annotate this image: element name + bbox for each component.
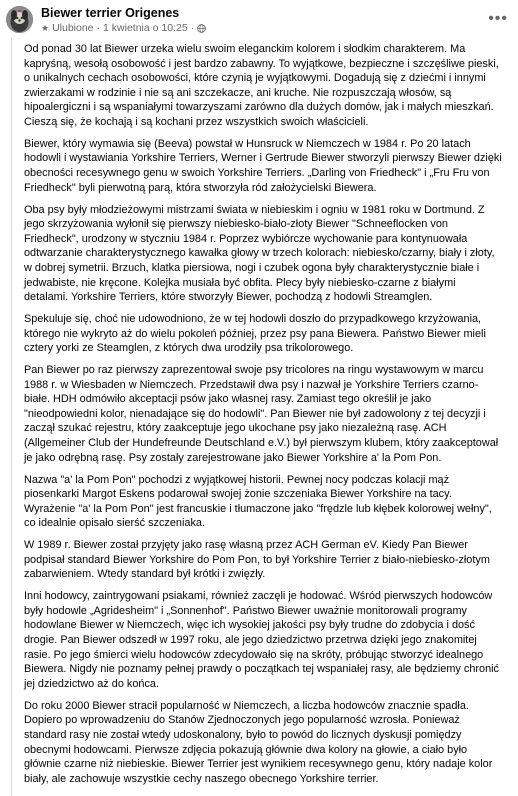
paragraph: Od ponad 30 lat Biewer urzeka wielu swoim eleganckim kolorem i słodkim charakterem. Ma kapryśną, wesołą osobowość i jest bardzo zabawny. To wyjątkowe, bezpieczne i szczęśliwe pieski, o unikalnych cechach osobowości, które czynią je wyjątkowymi. Dogadują się z dziećmi i innymi zwierzakami w rodzinie i nie są ani szczekacze, ani kruche. Nie rozpuszczają włosów, są hipoalergiczni i są wspaniałymi towarzyszami zarówno dla dużych domów, jak i małych mieszkań. Cieszą się, że kochają i są kochani przez wszystkich swoich właścicieli.: [24, 43, 499, 128]
more-horizontal-icon[interactable]: •••: [488, 10, 508, 27]
paragraph: Oba psy były młodzieżowymi mistrzami świata w niebieskim i ogniu w 1981 roku w Dortmund. Z jego skrzyżowania wyłonił się pierwszy niebiesko-biało-złoty Biewer "Schneeflocken von Friedheck", urodzony w styczniu 1984 r. Poprzez wybiórcze wychowanie para kontynuowała odtwarzanie charakterystycznego kawałka głowy w trzech kolorach: niebiesko/czarny, biały i złoty, w dobrej symetrii. Brzuch, klatka piersiowa, nogi i czubek ogona były charakterystycznie białe i jedwabiste, nie kręcone. Kolejka musiała być obfita. Plecy były niebiesko-czarne z białymi detalami. Yorkshire Terriers, które stworzyły Biewer, pochodzą z hodowli Streamglen.: [24, 203, 495, 304]
paragraph: Do roku 2000 Biewer stracił popularność w Niemczech, a liczba hodowców znacznie spadła. Dopiero po wprowadzeniu do Stanów Zjednoczonych jego popularność wzrosła. Ponieważ standard rasy nie został wtedy udoskonalony, było to powód do licznych dyskusji pomiędzy obecnymi hodowcami. Pierwsze zdjęcia pokazują głównie dwa kolory na głowie, a ciało było głównie czarne niż niebieskie. Biewer Terrier jest wynikiem recesywnego genu, który nadaje kolor biały, ale zachowuje wszystkie cechy naszego obecnego Yorkshire terrier.: [24, 699, 493, 785]
star-icon: ★: [41, 22, 50, 33]
paragraph: Pan Biewer po raz pierwszy zaprezentował swoje psy tricolores na ringu wystawowym w marcu 1988 r. w Wiesbaden w Niemczech. Przedstawił dwa psy i nazwał je Yorkshire Terriers czarno-białe. HDH odmówiło akceptacji psów jako własnej rasy. Zamiast tego określił je jako "nieodpowiedni kolor, nienadające się do hodowli". Pan Biewer nie był zadowolony z tej decyzji i zaczął szukać rejestru, który zaakceptuje jego ukochane psy jako niezależną rasę. ACH (Allgemeiner Club der Hundefreunde Deutschland e.V.) był pierwszym klubem, który zaakceptował je jako odrębną rasę. Psy zostały zarejestrowane jako Biewer Yorkshire a' la Pom Pon.: [24, 364, 499, 464]
paragraph: W 1989 r. Biewer został przyjęty jako rasę własną przez ACH German eV. Kiedy Pan Biewer podpisał standard Biewer Yorkshire do Pom Pon, to był Yorkshire Terrier z biało-niebiesko-złotym zabarwieniem. Wtedy standard był krótki i zwięzły.: [24, 539, 490, 581]
paragraph: Spekuluje się, choć nie udowodniono, że w tej hodowli doszło do przypadkowego krzyżowania, którego nie wykryto aż do wielu pokoleń później, przez psy pana Biewera. Państwo Biewer mieli cztery yorki ze Steamglen, z których dwa urodziły psa trikolorowego.: [24, 312, 486, 355]
paragraph: Inni hodowcy, zaintrygowani psiakami, również zaczęli je hodować. Wśród pierwszych hodowców były hodowle „Agridesheim" i „Sonnenhof". Państwo Biewer uważnie monitorowali programy hodowlane Biewer w Niemczech, więc ich wysokiej jakości psy były trudne do zdobycia i dość drogie. Pan Biewer odszedł w 1997 roku, ale jego dziedzictwo przetrwa dzięki jego znakomitej rasie. Po jego śmierci wielu hodowców zdecydowało się na skróty, próbując stworzyć idealnego Biewera. Nigdy nie poznamy pełnej prawdy o początkach tej wspaniałej rasy, ale będziemy chronić jej dziedzictwo aż do końca.: [24, 590, 499, 690]
paragraph: Nazwa "a' la Pom Pon" pochodzi z wyjątkowej historii. Pewnej nocy podczas kolacji mąż piosenkarki Margot Eskens podarował swojej żonie szczeniaka Biewer Yorkshire na tacy. Wyrażenie "a' la Pom Pon" jest francuskie i tłumaczone jako "frędzle lub kłębek kolorowej wełny", co idealnie opisało sierść szczeniaka.: [24, 473, 492, 530]
post-header: [0, 0, 518, 38]
post-text: [24, 42, 502, 794]
meta-separator: ·: [96, 22, 101, 34]
paragraph: Biewer, który wymawia się (Beeva) powstał w Hunsruck w Niemczech w 1984 r. Po 20 latach hodowli i wystawiania Yorkshire Terriers, Werner i Gertrude Biewer stworzyli pierwszy Biewer dzięki obecności recesywnego genu w swoich Yorkshire Terriers. „Darling von Friedheck" i „Fru Fru von Friedheck" byli pierwotną parą, która stworzyła ród założycielski Biewera.: [24, 137, 502, 194]
post-meta: [41, 22, 206, 34]
dog-avatar-image: [6, 6, 33, 33]
post-date-link[interactable]: 1 kwietnia o 10:25: [103, 22, 188, 34]
page-avatar[interactable]: [6, 6, 33, 33]
page-name-link[interactable]: Biewer terrier Origenes: [41, 6, 180, 20]
favorites-label: Ulubione: [52, 22, 94, 34]
post-content: [11, 38, 512, 796]
globe-icon: [197, 24, 206, 33]
meta-separator-2: ·: [190, 22, 195, 34]
